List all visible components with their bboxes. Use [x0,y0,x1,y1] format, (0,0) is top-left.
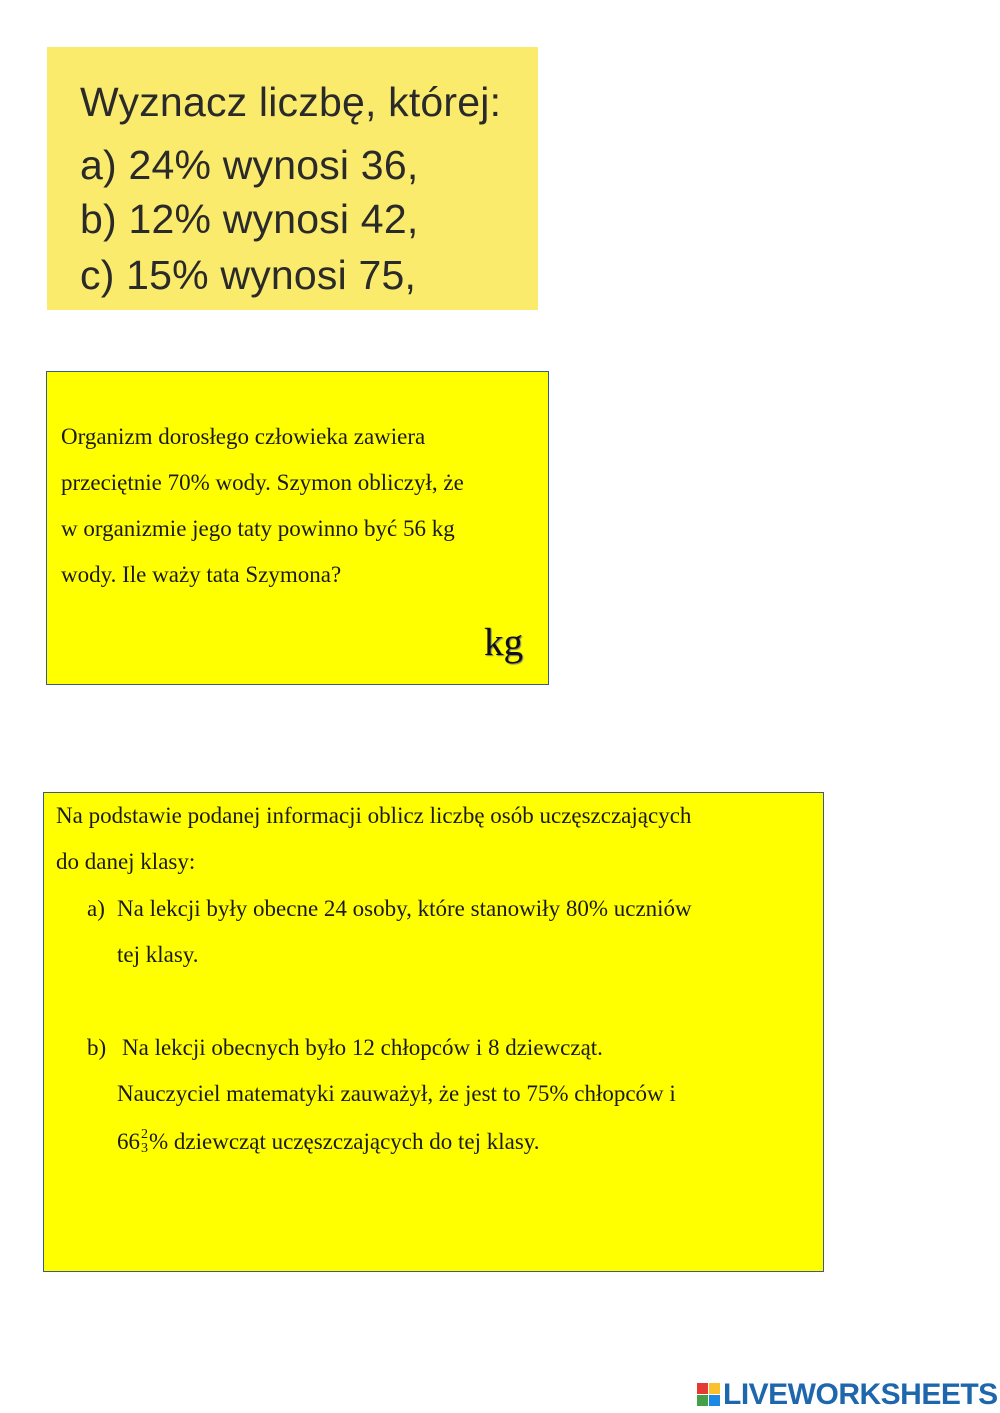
task1-box [47,47,538,310]
task2-line4: wody. Ile waży tata Szymona? [61,562,342,587]
logo-square-yellow-icon [709,1383,720,1394]
task2-box [46,371,549,685]
task3-b-line3-rest: % dziewcząt uczęszczających do tej klasy. [149,1129,540,1154]
task3-line2: do danej klasy: [56,849,196,874]
task1-item-c: c) 15% wynosi 75, [80,252,417,298]
task2-line2: przeciętnie 70% wody. Szymon obliczył, że [61,470,464,495]
task1-item-b: b) 12% wynosi 42, [80,196,419,242]
task2-unit: kg [484,621,523,664]
task3-line1: Na podstawie podanej informacji oblicz liczbę osób uczęszczających [56,803,692,828]
task1-item-a: a) 24% wynosi 36, [80,142,419,188]
task3-a-marker: a) [87,896,105,921]
liveworksheets-logo-text: LIVEWORKSHEETS [723,1378,998,1411]
task2-line3: w organizmie jego taty powinno być 56 kg [61,516,455,541]
liveworksheets-logo [697,1378,998,1412]
task3-a-line2: tej klasy. [117,942,199,967]
logo-square-red-icon [697,1383,708,1394]
fraction-denominator: 3 [141,1140,148,1156]
logo-square-green-icon [697,1395,708,1406]
task1-title: Wyznacz liczbę, której: [80,79,502,125]
task3-b-line3 [117,1126,540,1158]
task3-b-line2: Nauczyciel matematyki zauważył, że jest to 75% chłopców i [117,1081,676,1106]
task3-a-line1: Na lekcji były obecne 24 osoby, które stanowiły 80% uczniów [117,896,692,921]
fraction [141,1128,148,1156]
task3-b-line1: Na lekcji obecnych było 12 chłopców i 8 dziewcząt. [122,1035,603,1060]
fraction-numerator: 2 [141,1126,148,1142]
task2-text [61,414,541,598]
task3-box [43,792,824,1272]
logo-square-blue-icon [709,1395,720,1406]
task3-b-marker: b) [87,1035,107,1060]
task2-line1: Organizm dorosłego człowieka zawiera [61,424,426,449]
mixed-number-whole: 66 [117,1129,140,1154]
liveworksheets-icon [697,1383,721,1407]
